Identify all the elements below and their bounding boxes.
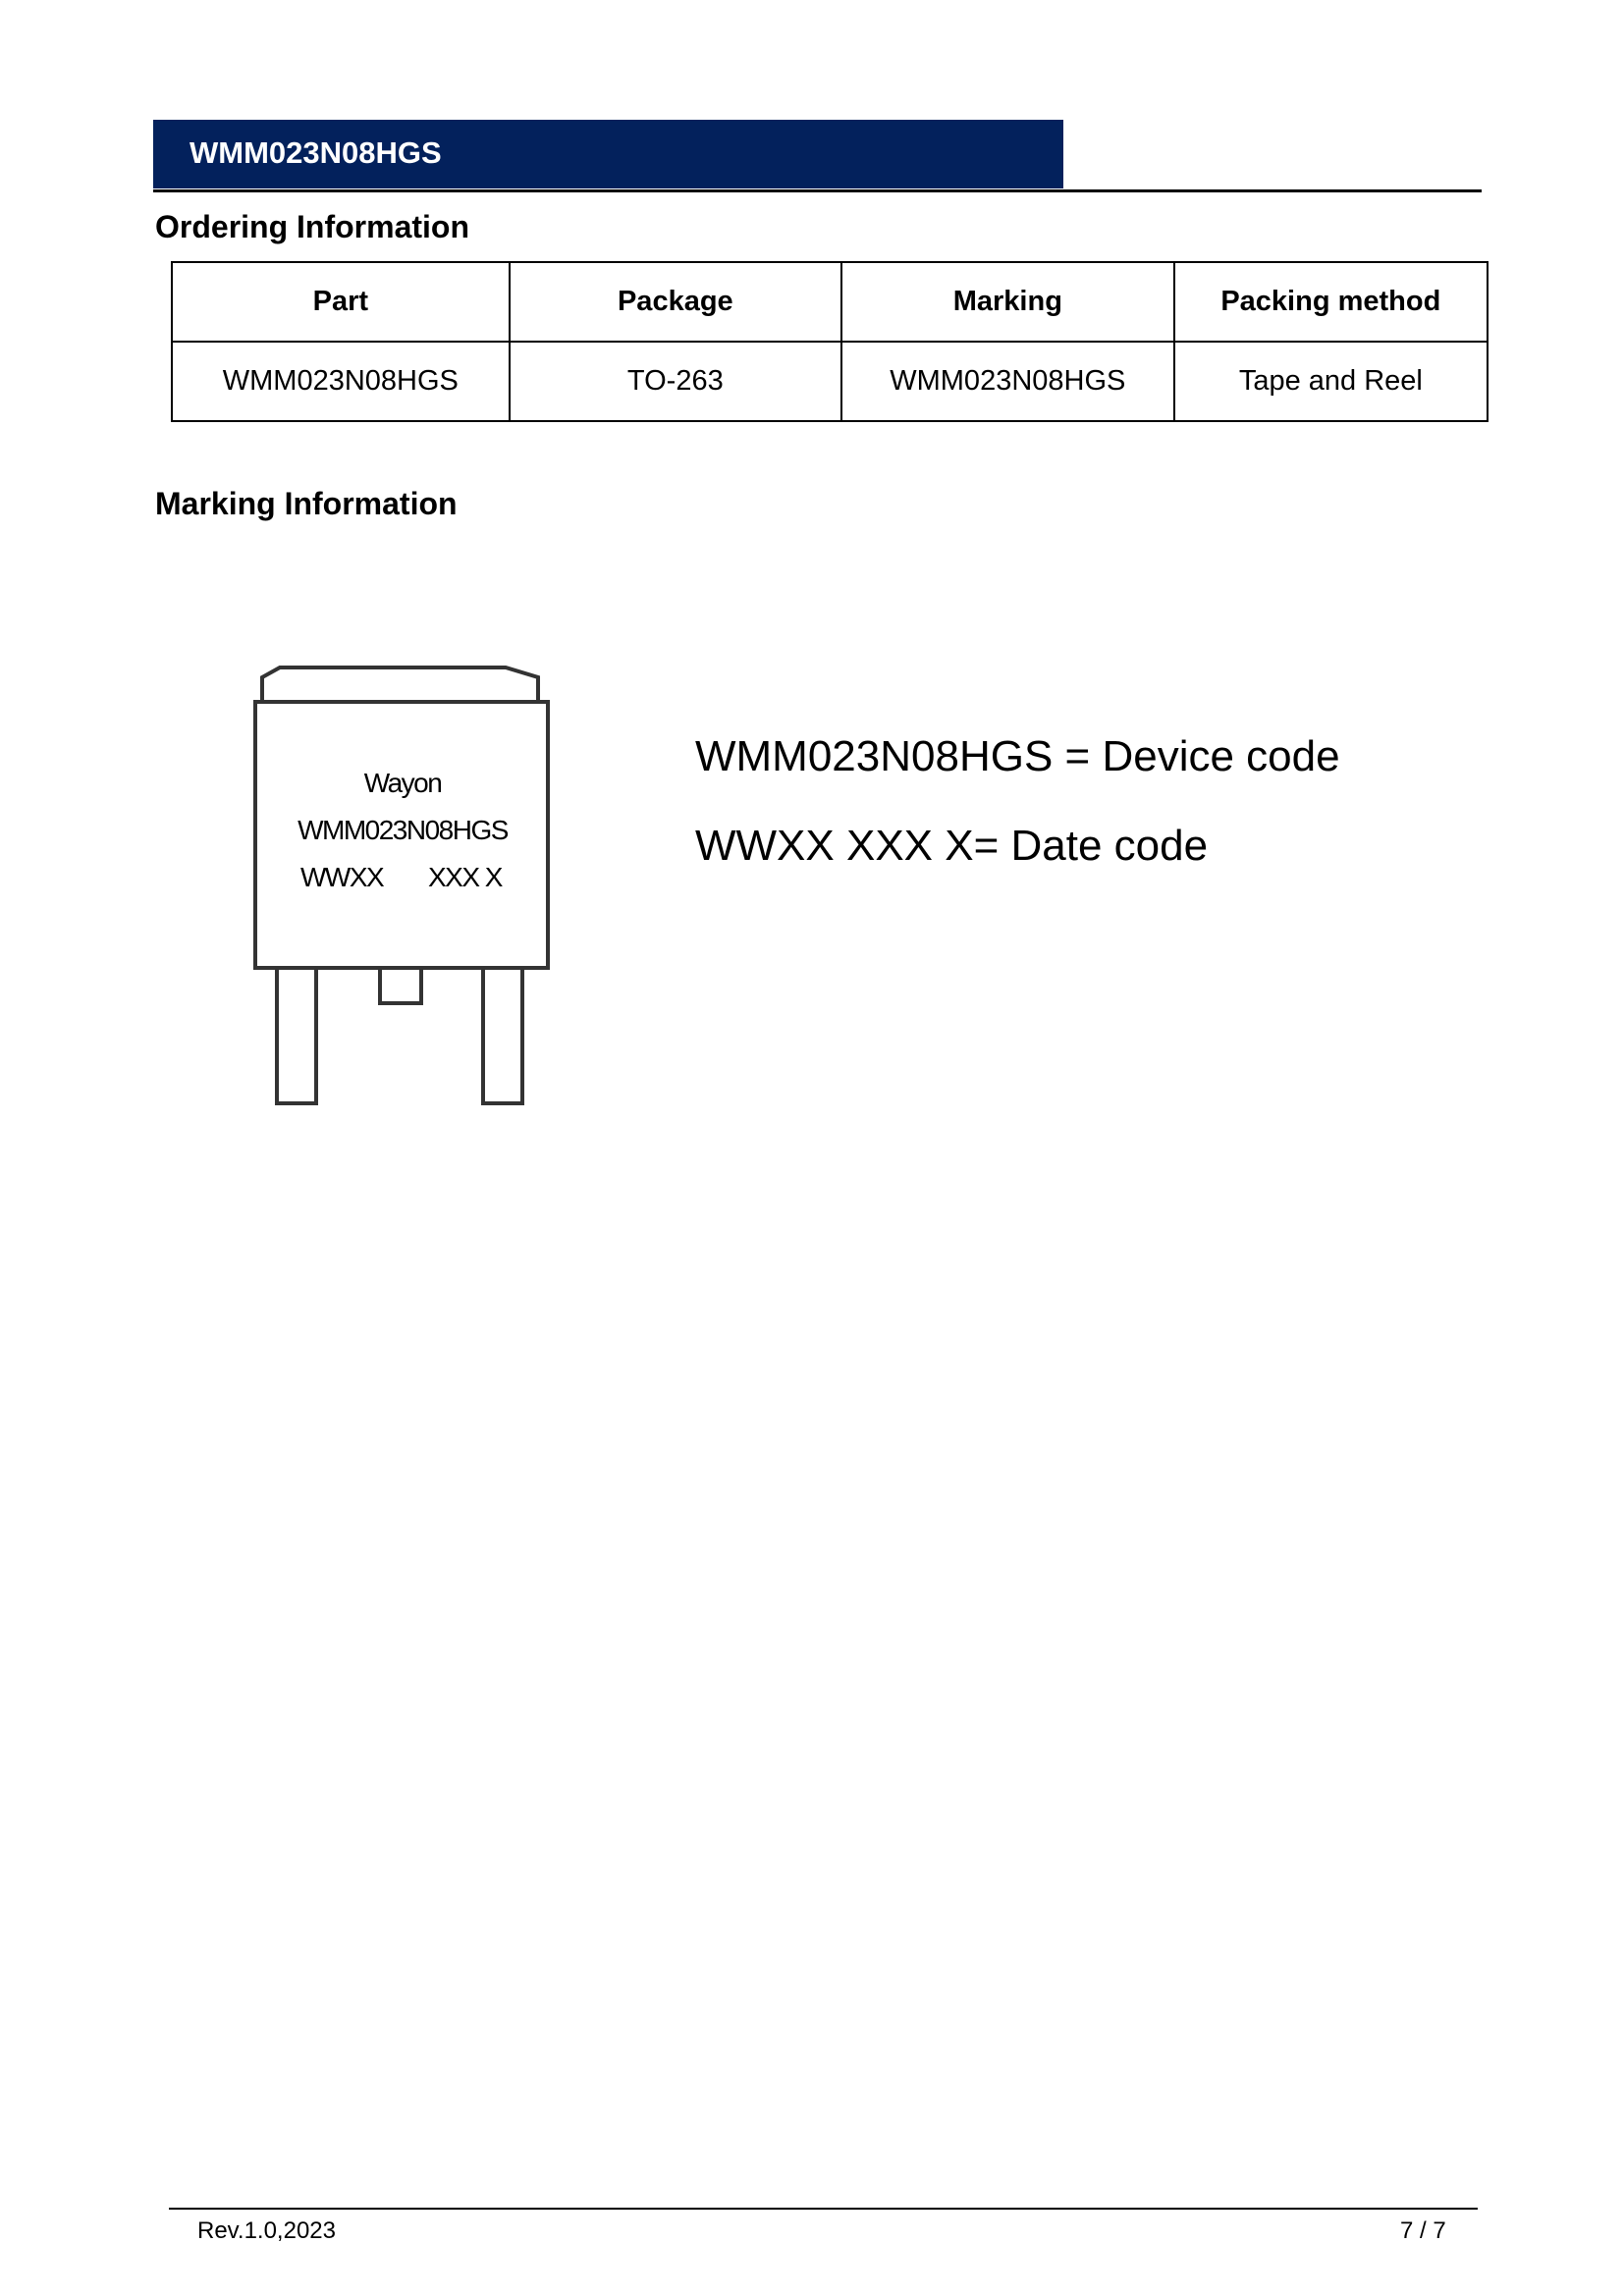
header-divider <box>153 189 1482 192</box>
ordering-table <box>171 261 1489 422</box>
package-brand-text: Wayon <box>363 768 442 798</box>
footer-page-number: 7 / 7 <box>1400 2217 1446 2244</box>
column-header-part: Part <box>172 262 510 342</box>
footer-divider <box>169 2208 1478 2210</box>
device-code-legend: WMM023N08HGS = Device code <box>695 732 1340 780</box>
cell-package: TO-263 <box>510 342 841 421</box>
column-header-marking: Marking <box>841 262 1174 342</box>
cell-part: WMM023N08HGS <box>172 342 510 421</box>
table-row <box>172 342 1488 421</box>
package-device-text: WMM023N08HGS <box>298 815 508 845</box>
column-header-packing: Packing method <box>1174 262 1488 342</box>
package-date-right: XXX X <box>428 862 502 892</box>
to263-package-drawing <box>245 653 569 1114</box>
package-date-left: WWXX <box>300 862 384 892</box>
table-header-row <box>172 262 1488 342</box>
cell-marking: WMM023N08HGS <box>841 342 1174 421</box>
cell-packing: Tape and Reel <box>1174 342 1488 421</box>
ordering-heading: Ordering Information <box>155 209 469 244</box>
date-code-legend: WWXX XXX X= Date code <box>695 822 1209 870</box>
marking-heading: Marking Information <box>155 486 458 521</box>
column-header-package: Package <box>510 262 841 342</box>
header-title: WMM023N08HGS <box>189 135 442 170</box>
footer-revision: Rev.1.0,2023 <box>197 2217 336 2244</box>
